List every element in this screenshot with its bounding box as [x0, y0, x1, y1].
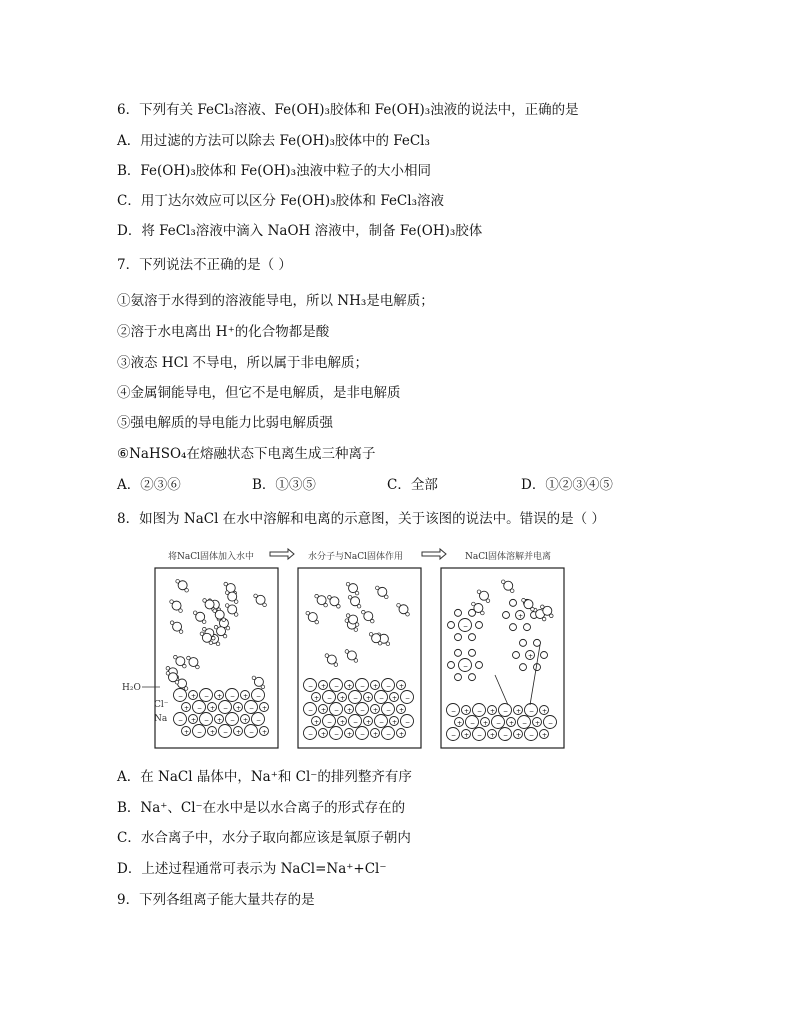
plus-sign: +	[535, 720, 541, 727]
hydrogen-atom	[183, 664, 187, 668]
q7-statement-1: ①氨溶于水得到的溶液能导电，所以 NH₃是电解质；	[117, 293, 434, 309]
hydrogen-atom	[378, 641, 382, 645]
hydrogen-atom	[510, 589, 514, 593]
minus-sign: −	[256, 717, 262, 724]
plus-sign: +	[366, 719, 372, 726]
minus-sign: −	[405, 695, 411, 702]
plus-sign: +	[399, 731, 405, 738]
minus-sign: −	[334, 731, 340, 738]
hydrating-water	[513, 652, 520, 659]
hydrogen-atom	[355, 591, 359, 595]
hydrogen-atom	[196, 665, 200, 669]
plus-sign: +	[542, 732, 548, 739]
hydrogen-atom	[370, 619, 374, 623]
hydrogen-atom	[212, 636, 216, 640]
minus-sign: −	[379, 719, 385, 726]
minus-sign: −	[353, 719, 359, 726]
hydrogen-atom	[315, 594, 319, 598]
fig-label-cl: Cl⁻	[154, 700, 169, 710]
hydrating-water	[455, 649, 462, 656]
q6-option-d: D．将 FeCl₃溶液中滴入 NaOH 溶液中，制备 Fe(OH)₃胶体	[117, 223, 483, 239]
hydrating-water	[455, 634, 462, 641]
plus-sign: +	[347, 683, 353, 690]
minus-sign: −	[503, 708, 509, 715]
q8-option-a: A．在 NaCl 晶体中，Na⁺和 Cl⁻的排列整齐有序	[117, 769, 412, 785]
q7-choice-b: B．①③⑤	[252, 477, 316, 493]
hydrating-water	[448, 662, 455, 669]
plus-sign: +	[340, 719, 346, 726]
hydrogen-atom	[386, 642, 390, 646]
plus-sign: +	[210, 705, 216, 712]
fig-step3-label: NaCl固体溶解并电离	[465, 552, 552, 562]
hydrating-water	[534, 639, 541, 646]
minus-sign: −	[529, 732, 535, 739]
hydrogen-atom	[166, 666, 170, 670]
hydrating-water	[455, 609, 462, 616]
hydrogen-atom	[176, 579, 180, 583]
minus-sign: −	[451, 708, 457, 715]
hydrogen-atom	[261, 685, 265, 689]
hydrogen-atom	[486, 599, 490, 603]
plus-sign: +	[464, 708, 470, 715]
q6-stem: 6．下列有关 FeCl₃溶液、Fe(OH)₃胶体和 Fe(OH)₃浊液的说法中，正确的是	[117, 102, 579, 118]
hydrogen-atom	[226, 626, 230, 630]
plus-sign: +	[490, 708, 496, 715]
minus-sign: −	[470, 720, 476, 727]
hydrogen-atom	[223, 634, 227, 638]
hydrogen-atom	[187, 656, 191, 660]
hydrogen-atom	[334, 663, 338, 667]
hydrogen-atom	[357, 604, 361, 608]
hydrogen-atom	[406, 612, 410, 616]
hydrogen-atom	[203, 627, 207, 631]
plus-sign: +	[518, 613, 524, 620]
hydrogen-atom	[315, 620, 319, 624]
q9-stem: 9．下列各组离子能大量共存的是	[117, 892, 315, 908]
minus-sign: −	[503, 732, 509, 739]
minus-sign: −	[334, 707, 340, 714]
q7-choice-c: C．全部	[387, 477, 438, 493]
minus-sign: −	[477, 732, 483, 739]
plus-sign: +	[321, 683, 327, 690]
hydrating-water	[520, 664, 527, 671]
plus-sign: +	[321, 731, 327, 738]
q6-option-b: B．Fe(OH)₃胶体和 Fe(OH)₃浊液中粒子的大小相同	[117, 163, 432, 179]
hydrogen-atom	[254, 594, 258, 598]
minus-sign: −	[379, 695, 385, 702]
q6-option-c: C．用丁达尔效应可以区分 Fe(OH)₃胶体和 FeCl₃溶液	[117, 193, 444, 209]
minus-sign: −	[360, 731, 366, 738]
hydrogen-atom	[346, 582, 350, 586]
q8-option-c: C．水合离子中，水分子取向都应该是氧原子朝内	[117, 830, 411, 846]
hydrogen-atom	[234, 613, 238, 617]
plus-sign: +	[191, 717, 197, 724]
hydrogen-atom	[385, 595, 389, 599]
plus-sign: +	[542, 708, 548, 715]
plus-sign: +	[373, 683, 379, 690]
plus-sign: +	[392, 695, 398, 702]
minus-sign: −	[327, 719, 333, 726]
hydrogen-atom	[216, 642, 220, 646]
plus-sign: +	[516, 708, 522, 715]
hydrating-water	[469, 649, 476, 656]
hydrating-water	[510, 624, 517, 631]
minus-sign: −	[360, 707, 366, 714]
plus-sign: +	[184, 729, 190, 736]
q7-choice-a: A．②③⑥	[117, 477, 181, 493]
minus-sign: −	[334, 683, 340, 690]
minus-sign: −	[386, 707, 392, 714]
hydrogen-atom	[531, 607, 535, 611]
q6-option-a: A．用过滤的方法可以除去 Fe(OH)₃胶体中的 FeCl₃	[117, 133, 430, 149]
hydrogen-atom	[501, 580, 505, 584]
hydrogen-atom	[354, 628, 358, 632]
hydrating-water	[448, 622, 455, 629]
plus-sign: +	[347, 731, 353, 738]
plus-sign: +	[490, 732, 496, 739]
fig-arrow-2	[422, 549, 446, 559]
hydrogen-atom	[541, 605, 545, 609]
hydrating-water	[524, 624, 531, 631]
hydrogen-atom	[325, 654, 329, 658]
fig-label-water: H₂O	[122, 683, 141, 693]
hydrogen-atom	[224, 582, 228, 586]
hydrogen-atom	[354, 659, 358, 663]
hydrogen-atom	[222, 618, 226, 622]
q7-statement-6: ⑥NaHSO₄在熔融状态下电离生成三种离子	[117, 446, 376, 462]
plus-sign: +	[464, 732, 470, 739]
hydrogen-atom	[376, 586, 380, 590]
minus-sign: −	[230, 693, 236, 700]
hydrogen-atom	[185, 588, 189, 592]
plus-sign: +	[340, 695, 346, 702]
hydrogen-atom	[170, 600, 174, 604]
plus-sign: +	[262, 705, 268, 712]
hydrating-water	[469, 674, 476, 681]
plus-sign: +	[347, 707, 353, 714]
hydrogen-atom	[170, 621, 174, 625]
minus-sign: −	[463, 623, 469, 630]
hydrogen-atom	[193, 611, 197, 615]
minus-sign: −	[548, 720, 554, 727]
plus-sign: +	[516, 732, 522, 739]
hydrogen-atom	[209, 641, 213, 645]
hydrogen-atom	[542, 617, 546, 621]
plus-sign: +	[528, 653, 534, 660]
hydrating-water	[510, 599, 517, 606]
q7-statement-5: ⑤强电解质的导电能力比弱电解质强	[117, 415, 333, 431]
plus-sign: +	[184, 705, 190, 712]
plus-sign: +	[399, 683, 405, 690]
hydrogen-atom	[337, 605, 341, 609]
q8-option-b: B．Na⁺、Cl⁻在水中是以水合离子的形式存在的	[117, 800, 406, 816]
plus-sign: +	[236, 729, 242, 736]
hydrogen-atom	[397, 603, 401, 607]
minus-sign: −	[522, 720, 528, 727]
fig-particles	[166, 579, 556, 740]
plus-sign: +	[366, 695, 372, 702]
hydrogen-atom	[348, 595, 352, 599]
hydrogen-atom	[345, 650, 349, 654]
q8-option-d: D．上述过程通常可表示为 NaCl=Na⁺+Cl⁻	[117, 861, 387, 877]
nacl-dissolution-figure	[120, 545, 630, 755]
hydrating-water	[455, 674, 462, 681]
fig-label-na: Na	[154, 714, 168, 724]
minus-sign: −	[197, 729, 203, 736]
plus-sign: +	[509, 720, 515, 727]
minus-sign: −	[197, 705, 203, 712]
hydrogen-atom	[179, 630, 183, 634]
hydrogen-atom	[234, 600, 238, 604]
hydrogen-atom	[345, 619, 349, 623]
minus-sign: −	[204, 717, 210, 724]
plus-sign: +	[483, 720, 489, 727]
minus-sign: −	[308, 683, 314, 690]
hydrogen-atom	[361, 610, 365, 614]
minus-sign: −	[308, 707, 314, 714]
plus-sign: +	[373, 707, 379, 714]
hydrogen-atom	[472, 602, 476, 606]
hydrogen-atom	[179, 609, 183, 613]
minus-sign: −	[308, 731, 314, 738]
fig-step1-label: 将NaCl固体加入水中	[168, 552, 255, 562]
plus-sign: +	[217, 693, 223, 700]
hydrogen-atom	[328, 596, 332, 600]
hydrogen-atom	[263, 603, 267, 607]
dissolution-arrow	[495, 675, 508, 705]
plus-sign: +	[321, 707, 327, 714]
plus-sign: +	[457, 720, 463, 727]
plus-sign: +	[243, 693, 249, 700]
hydrogen-atom	[355, 623, 359, 627]
minus-sign: −	[327, 695, 333, 702]
minus-sign: −	[249, 705, 255, 712]
hydrogen-atom	[213, 609, 217, 613]
hydrating-water	[520, 639, 527, 646]
hydrating-water	[541, 652, 548, 659]
minus-sign: −	[529, 708, 535, 715]
q7-statement-3: ③液态 HCl 不导电，所以属于非电解质；	[117, 355, 369, 371]
hydrating-water	[469, 634, 476, 641]
minus-sign: −	[204, 693, 210, 700]
q7-choice-d: D．①②③④⑤	[521, 477, 613, 493]
plus-sign: +	[314, 695, 320, 702]
minus-sign: −	[249, 729, 255, 736]
hydrogen-atom	[550, 614, 554, 618]
q7-statement-4: ④金属铜能导电，但它不是电解质，是非电解质	[117, 385, 401, 401]
plus-sign: +	[314, 719, 320, 726]
plus-sign: +	[236, 705, 242, 712]
hydrogen-atom	[202, 620, 206, 624]
minus-sign: −	[178, 693, 184, 700]
q7-stem: 7．下列说法不正确的是（ ）	[117, 257, 292, 273]
hydrogen-atom	[522, 598, 526, 602]
hydrogen-atom	[174, 655, 178, 659]
fig-step2-label: 水分子与NaCl固体作用	[308, 552, 404, 562]
minus-sign: −	[230, 717, 236, 724]
hydrogen-atom	[477, 590, 481, 594]
hydrogen-atom	[203, 599, 207, 603]
minus-sign: −	[405, 719, 411, 726]
hydrogen-atom	[346, 614, 350, 618]
hydrogen-atom	[369, 632, 373, 636]
hydrating-water	[476, 662, 483, 669]
hydrogen-atom	[225, 591, 229, 595]
minus-sign: −	[353, 695, 359, 702]
hydrogen-atom	[324, 603, 328, 607]
hydrogen-atom	[225, 604, 229, 608]
hydrogen-atom	[481, 611, 485, 615]
hydrogen-atom	[252, 676, 256, 680]
minus-sign: −	[223, 729, 229, 736]
hydrogen-atom	[166, 671, 170, 675]
minus-sign: −	[256, 693, 262, 700]
hydrogen-atom	[306, 611, 310, 615]
hydrogen-atom	[200, 632, 204, 636]
minus-sign: −	[360, 683, 366, 690]
plus-sign: +	[191, 693, 197, 700]
plus-sign: +	[243, 717, 249, 724]
hydrating-water	[476, 622, 483, 629]
plus-sign: +	[262, 729, 268, 736]
minus-sign: −	[496, 720, 502, 727]
plus-sign: +	[392, 719, 398, 726]
hydrating-water	[503, 612, 510, 619]
minus-sign: −	[178, 717, 184, 724]
fig-arrow-1	[270, 549, 294, 559]
hydrogen-atom	[214, 625, 218, 629]
plus-sign: +	[373, 731, 379, 738]
hydrogen-atom	[175, 680, 179, 684]
hydrogen-atom	[184, 687, 188, 691]
plus-sign: +	[217, 717, 223, 724]
minus-sign: −	[386, 731, 392, 738]
minus-sign: −	[451, 732, 457, 739]
minus-sign: −	[386, 683, 392, 690]
q7-statement-2: ②溶于水电离出 H⁺的化合物都是酸	[117, 324, 330, 340]
plus-sign: +	[210, 729, 216, 736]
minus-sign: −	[477, 708, 483, 715]
minus-sign: −	[223, 705, 229, 712]
q8-stem: 8．如图为 NaCl 在水中溶解和电离的示意图，关于该图的说法中。错误的是（ ）	[117, 511, 605, 527]
minus-sign: −	[463, 663, 469, 670]
plus-sign: +	[399, 707, 405, 714]
